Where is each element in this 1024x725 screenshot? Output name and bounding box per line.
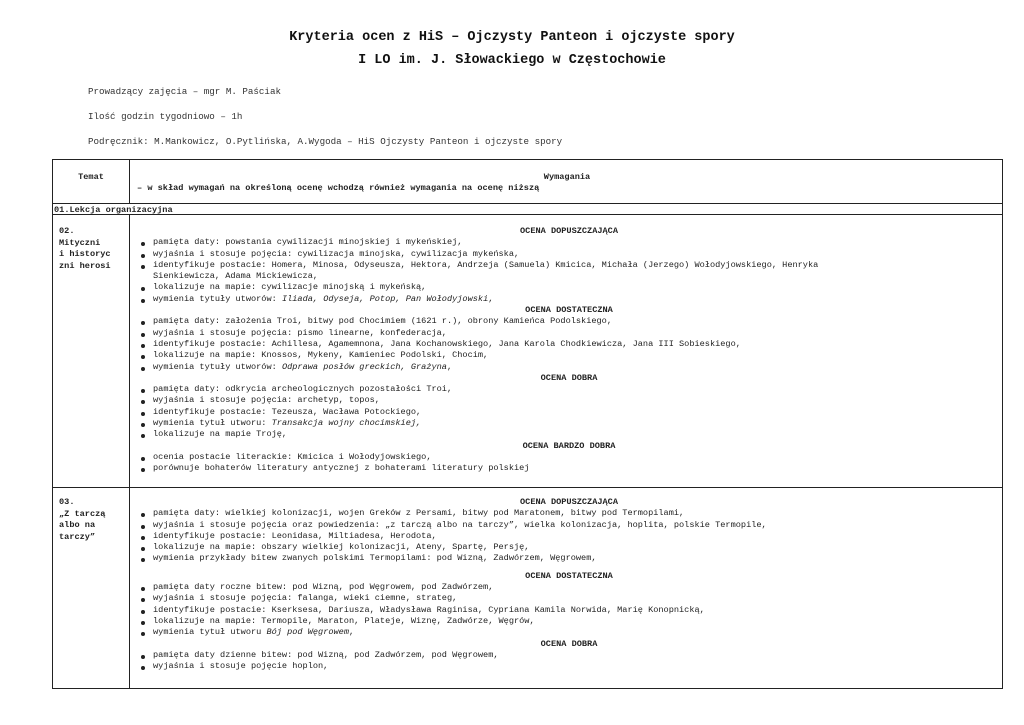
textbook-line: Podręcznik: M.Mankowicz, O.Pytlińska, A.Wygoda – HiS Ojczysty Panteon i ojczyste spory [88, 136, 563, 147]
criterion-item: wyjaśnia i stosuje pojęcia: pismo linearne, konfederacja, [139, 328, 999, 339]
grade-heading: OCENA DOSTATECZNA [525, 570, 613, 581]
work-titles: Odprawa posłów greckich, Grażyna [281, 361, 447, 372]
criterion-item: pamięta daty: powstania cywilizacji minojskiej i mykeńskiej, [139, 237, 999, 248]
criterion-item [139, 362, 999, 373]
topic-line: 03. [59, 497, 75, 507]
criterion-item: wyjaśnia i stosuje pojęcie hoplon, [139, 661, 999, 672]
topic-line: 02. [59, 226, 75, 236]
criterion-text: wymienia tytuły utworów: [153, 293, 282, 304]
column-header-topic: Temat [78, 172, 104, 182]
criterion-item: identyfikuje postacie: Kserksesa, Dariusza, Władysława Raginisa, Cypriana Kamila Norwida, Marię Konopnicką, [139, 605, 999, 616]
criterion-item: lokalizuje na mapie: Knossos, Mykeny, Kamieniec Podolski, Chocim, [139, 350, 999, 361]
grade-heading: OCENA DOBRA [540, 638, 598, 649]
work-titles: Transakcja wojny chocimskiej, [271, 418, 422, 429]
criteria-list [139, 316, 999, 372]
grade-heading: OCENA DOPUSZCZAJĄCA [520, 497, 618, 507]
criteria-list [139, 508, 999, 564]
work-titles: Bój pod Węgrowem [266, 627, 349, 638]
school-name: I LO im. J. Słowackiego w Częstochowie [358, 53, 666, 68]
criterion-item: identyfikuje postacie: Homera, Minosa, Odyseusza, Hektora, Andrzeja (Samuela) Kmicica, Michała (Jerzego) Wołodyjowskiego, Henryka [139, 260, 999, 271]
column-divider-body [129, 214, 130, 688]
criterion-item [139, 627, 999, 638]
criterion-text: wymienia tytuł utworu: [153, 418, 272, 429]
column-divider-header [129, 160, 130, 203]
criterion-item: lokalizuje na mapie: obszary wielkiej kolonizacji, Ateny, Spartę, Persję, [139, 542, 999, 553]
topic-line: i historyc [59, 249, 111, 259]
criterion-item: ocenia postacie literackie: Kmicica i Wołodyjowskiego, [139, 452, 999, 463]
row02-divider [53, 487, 1002, 488]
criteria-table [52, 159, 1003, 689]
criterion-item: pamięta daty: wielkiej kolonizacji, wojen Greków z Persami, bitwy pod Maratonem, bitwy pod Termopilami, [139, 508, 999, 519]
topic-line: tarczy” [59, 531, 96, 542]
criterion-continuation: Sienkiewicza, Adama Mickiewicza, [153, 271, 319, 282]
criterion-item: wyjaśnia i stosuje pojęcia oraz powiedzenia: „z tarczą albo na tarczy”, wielka kolonizacja, hoplita, polskie Termopile, [139, 520, 999, 531]
topic-line: „Z tarczą [59, 508, 106, 519]
criterion-item: pamięta daty dzienne bitew: pod Wizną, pod Zadwórzem, pod Węgrowem, [139, 650, 999, 661]
row01-divider [53, 214, 1002, 215]
hours-line: Ilość godzin tygodniowo – 1h [88, 111, 243, 122]
criteria-list [139, 452, 999, 475]
criteria-list [139, 384, 999, 440]
criterion-text: , [348, 627, 355, 638]
criterion-item: lokalizuje na mapie: Termopile, Maraton, Plateje, Wiznę, Zadwórze, Węgrów, [139, 616, 999, 627]
criteria-list [139, 650, 999, 673]
teacher-line: Prowadzący zajęcia – mgr M. Paściak [88, 86, 281, 97]
criterion-item: pamięta daty roczne bitew: pod Wizną, pod Węgrowem, pod Zadwórzem, [139, 582, 999, 593]
row03-requirements [139, 497, 999, 672]
header-divider [53, 203, 1002, 204]
criterion-item: pamięta daty: odkrycia archeologicznych pozostałości Troi, [139, 384, 999, 395]
grade-heading: OCENA DOSTATECZNA [525, 305, 613, 316]
criterion-text: , [446, 361, 453, 372]
row02-requirements [139, 226, 999, 475]
criterion-item: identyfikuje postacie: Achillesa, Agamemnona, Jana Kochanowskiego, Jana Karola Chodkiewicza, Jana III Sobieskiego, [139, 339, 999, 350]
row03-topic [59, 497, 125, 543]
topic-line: zni herosi [59, 260, 111, 271]
topic-line: albo na [59, 520, 96, 530]
topic-line: Mityczni [59, 237, 101, 248]
criterion-text: wymienia tytuł utworu [153, 627, 267, 638]
criterion-item: wyjaśnia i stosuje pojęcia: cywilizacja minojska, cywilizacja mykeńska, [139, 249, 999, 260]
criterion-item: wyjaśnia i stosuje pojęcia: falanga, wieki ciemne, strateg, [139, 593, 999, 604]
row02-topic [59, 226, 125, 272]
criterion-item: wymienia przykłady bitew zwanych polskimi Termopilami: pod Wizną, Zadwórzem, Węgrowem, [139, 553, 999, 564]
criterion-item [139, 418, 999, 429]
document-title: Kryteria ocen z HiS – Ojczysty Panteon i ojczyste spory [289, 30, 735, 45]
criteria-list [139, 582, 999, 638]
criterion-text: , [488, 293, 494, 304]
requirements-note: – w skład wymagań na określoną ocenę wchodzą również wymagania na ocenę niższą [137, 183, 540, 193]
grade-heading: OCENA DOPUSZCZAJĄCA [520, 226, 618, 236]
criterion-item: porównuje bohaterów literatury antycznej z bohaterami literatury polskiej [139, 463, 999, 474]
row01-lesson: 01.Lekcja organizacyjna [54, 205, 173, 215]
column-header-requirements: Wymagania [543, 172, 591, 182]
criterion-text: wymienia tytuły utworów: [153, 361, 282, 372]
criterion-item: lokalizuje na mapie Troję, [139, 429, 999, 440]
grade-heading: OCENA BARDZO DOBRA [522, 440, 616, 451]
criterion-item: lokalizuje na mapie: cywilizacje minojską i mykeńską, [139, 282, 999, 293]
criterion-item: identyfikuje postacie: Tezeusza, Wacława Potockiego, [139, 407, 999, 418]
work-titles: Iliada, Odyseja, Potop, Pan Wołodyjowski [281, 293, 489, 304]
criterion-item [139, 294, 999, 305]
grade-heading: OCENA DOBRA [540, 372, 598, 383]
criterion-item: identyfikuje postacie: Leonidasa, Miltiadesa, Herodota, [139, 531, 999, 542]
criterion-item: pamięta daty: założenia Troi, bitwy pod Chocimiem (1621 r.), obrony Kamieńca Podolskiego, [139, 316, 999, 327]
criteria-list [139, 237, 999, 305]
criterion-item: wyjaśnia i stosuje pojęcia: archetyp, topos, [139, 395, 999, 406]
